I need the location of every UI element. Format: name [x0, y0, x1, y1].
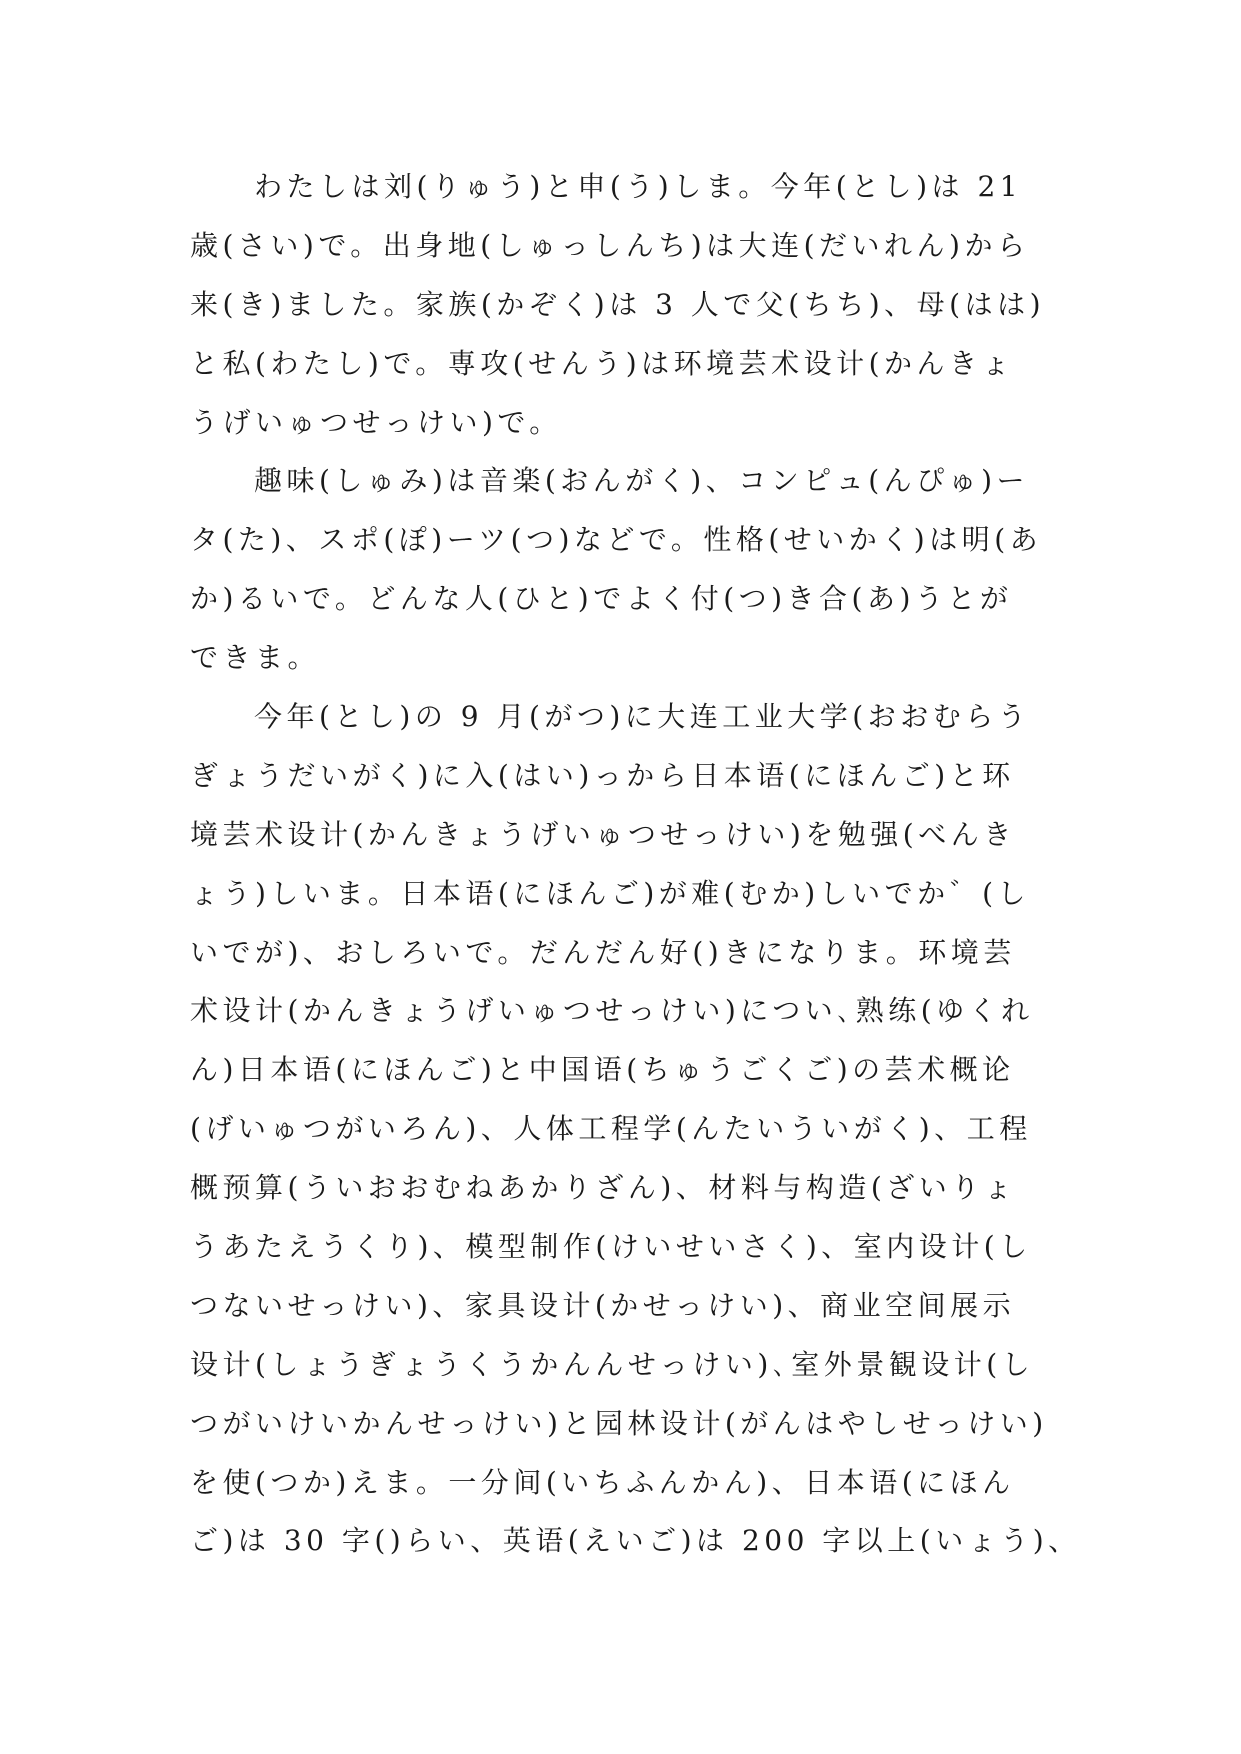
paragraph-line: 来(き)ました。家族(かぞく)は 3 人で父(ちち)、母(はは) [190, 287, 1046, 321]
paragraph-line: つないせっけい)、家具设计(かせっけい)、商业空间展示 [190, 1288, 1016, 1322]
paragraph-line: いでが)、おしろいで。だんだん好()きになりま。环境芸 [190, 935, 1016, 969]
paragraph-line: うげいゅつせっけい)で。 [190, 405, 562, 439]
paragraph-line: 境芸术设计(かんきょうげいゅつせっけい)を勉强(べんき [190, 817, 1016, 851]
paragraph-line: 趣味(しゅみ)は音楽(おんがく)、コンピュ(んぴゅ)ー [254, 464, 1030, 498]
paragraph-line: 歳(さい)で。出身地(しゅっしんち)は大连(だいれん)から [190, 228, 1030, 262]
paragraph-line: 概预算(ういおおむねあかりざん)、材料与构造(ざいりょ [190, 1171, 1017, 1205]
paragraph-line: つがいけいかんせっけい)と园林设计(がんはやしせっけい) [190, 1406, 1048, 1440]
paragraph-line: ご)は 30 字()らい、英语(えいご)は 200 字以上(いょう)、 [190, 1524, 1081, 1558]
paragraph-line: か)るいで。どんな人(ひと)でよく付(つ)き合(あ)うとが [190, 582, 1013, 616]
paragraph-line: ん)日本语(にほんご)と中国语(ちゅうごくご)の芸术概论 [190, 1053, 1015, 1087]
paragraph-line: できま。 [190, 641, 321, 675]
paragraph-line: 设计(しょうぎょうくうかんんせっけい)､室外景観设计(し [190, 1347, 1035, 1381]
paragraph-line: わたしは刘(りゅう)と申(う)しま。今年(とし)は 21 [254, 170, 1023, 203]
paragraph-line: (げいゅつがいろん)、人体工程学(んたいういがく)、工程 [190, 1112, 1032, 1146]
paragraph-line: タ(た)、スポ(ぽ)ーツ(つ)などで。性格(せいかく)は明(あ [190, 523, 1043, 557]
paragraph-line: 术设计(かんきょうげいゅつせっけい)につい､熟练(ゆくれ [190, 994, 1034, 1028]
paragraph-line: 今年(とし)の 9 月(がつ)に大连工业大学(おおむらう [254, 700, 1031, 734]
paragraph-line: うあたえうくり)、模型制作(けいせいさく)、室内设计(し [190, 1230, 1032, 1264]
paragraph-line: と私(わたし)で。専攻(せんう)は环境芸术设计(かんきょ [190, 346, 1015, 380]
paragraph-line: ぎょうだいがく)に入(はい)っから日本语(にほんご)と环 [190, 758, 1015, 792]
document-body [190, 158, 1081, 1571]
paragraph-line: を使(つか)えま。一分间(いちふんかん)、日本语(にほん [190, 1465, 1015, 1499]
paragraph-line: ょう)しいま。日本语(にほんご)が难(むか)しいでか゛(し [190, 876, 1031, 910]
